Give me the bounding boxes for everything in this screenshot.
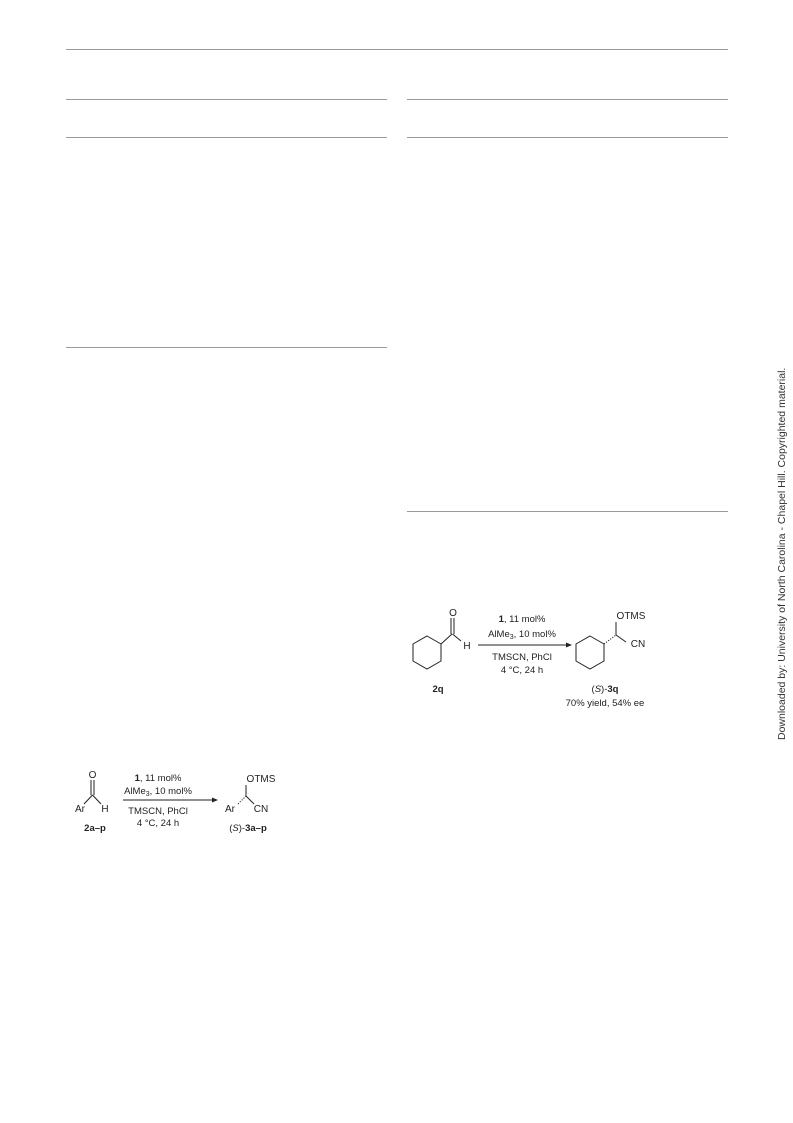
- reactant-label-2a-p: 2a–p: [84, 823, 106, 834]
- right-table-head-rule: [407, 137, 728, 138]
- left-table-bottom-rule: [66, 347, 387, 348]
- scheme-aryl-graphic: [60, 768, 300, 848]
- otms-group-label: OTMS: [246, 774, 276, 785]
- product-aryl-label: Ar: [225, 804, 235, 815]
- nitrile-group-label: CN: [253, 804, 269, 815]
- right-table-bottom-rule: [407, 511, 728, 512]
- condition-almex-loading: AlMe$_3$, 10 mol%: [488, 629, 556, 641]
- aldehyde-oxygen-atom: O: [449, 608, 457, 619]
- condition-temperature-time: 4 °C, 24 h: [500, 665, 544, 676]
- otms-group-label: OTMS: [616, 611, 646, 622]
- aldehyde-oxygen-atom: O: [88, 770, 97, 781]
- reaction-arrowhead: [212, 798, 218, 803]
- aldehyde-hydrogen-atom: H: [101, 804, 109, 815]
- cyclohexanecarboxaldehyde-structure: [413, 608, 471, 669]
- condition-temperature-time: 4 °C, 24 h: [136, 818, 180, 829]
- scheme-aryl-cyanosilylation: [60, 768, 300, 848]
- aryl-aldehyde-structure: [75, 770, 109, 815]
- yield-ee-result: 70% yield, 54% ee: [565, 698, 645, 709]
- scheme-cyclohexyl-graphic: [400, 605, 680, 715]
- product-label-3a-p: (S)-3a–p: [229, 823, 267, 834]
- cyclohexane-ring: [413, 636, 441, 669]
- nitrile-group-label: CN: [630, 639, 646, 650]
- condition-catalyst-loading: 1, 11 mol%: [134, 773, 182, 784]
- reactant-label-2q: 2q: [432, 684, 444, 695]
- product-label-3q: (S)-3q: [591, 684, 619, 695]
- condition-reagent-solvent: TMSCN, PhCl: [128, 806, 188, 817]
- cyclohexyl-cyanohydrin-product-structure: [576, 611, 646, 669]
- download-notice-text: Downloaded by: University of North Carolina - Chapel Hill. Copyrighted material.: [776, 367, 788, 740]
- reaction-arrowhead: [566, 643, 572, 648]
- cyclohexane-ring: [576, 636, 604, 669]
- condition-almex-loading: AlMe$_3$, 10 mol%: [124, 786, 192, 798]
- header-rule: [66, 49, 728, 50]
- right-table-top-rule: [407, 99, 728, 100]
- cyanohydrin-product-structure: [225, 774, 276, 815]
- condition-reagent-solvent: TMSCN, PhCl: [492, 652, 552, 663]
- scheme-cyclohexyl-cyanosilylation: [400, 605, 680, 715]
- left-table-head-rule: [66, 137, 387, 138]
- condition-catalyst-loading: 1, 11 mol%: [498, 614, 546, 625]
- aldehyde-hydrogen-atom: H: [463, 641, 471, 652]
- aryl-group-label: Ar: [75, 804, 85, 815]
- left-table-top-rule: [66, 99, 387, 100]
